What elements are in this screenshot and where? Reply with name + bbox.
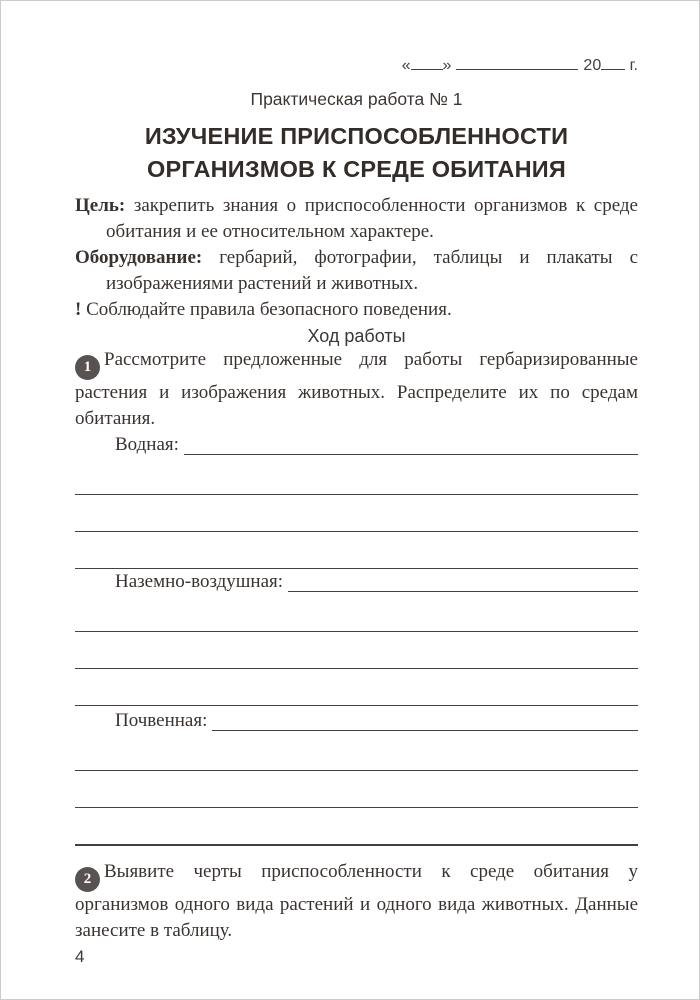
date-year-suffix: г. xyxy=(629,57,638,75)
title-line-1: ИЗУЧЕНИЕ ПРИСПОСОБЛЕННОСТИ xyxy=(144,123,569,150)
ruled-line xyxy=(75,632,638,669)
date-line xyxy=(75,54,638,76)
page-number: 4 xyxy=(75,947,85,967)
date-year-blank xyxy=(601,54,625,70)
goal-label: Цель: xyxy=(75,195,126,217)
date-open-quote: « xyxy=(401,57,411,75)
ruled-line xyxy=(75,532,638,569)
goal-paragraph xyxy=(75,193,638,245)
habitat-air-fill-line xyxy=(288,591,638,592)
ruled-line xyxy=(75,734,638,771)
goal-text: закрепить знания о приспособленности организмов к среде обитания и ее относительном характере. xyxy=(106,195,638,243)
equipment-paragraph xyxy=(75,245,638,297)
safety-text: Соблюдайте правила безопасного поведения. xyxy=(86,299,452,321)
date-day-blank xyxy=(411,54,443,70)
ruled-line xyxy=(75,595,638,632)
date-month-blank xyxy=(456,54,578,70)
habitat-water-label: Водная: xyxy=(115,434,179,456)
habitat-soil-label: Почвенная: xyxy=(115,710,208,732)
habitat-air-label: Наземно-воздушная: xyxy=(115,571,284,593)
habitat-water-fill-line xyxy=(184,454,638,455)
equipment-text: гербарий, фотографии, таблицы и плакаты с изображениями растений и животных. xyxy=(106,247,639,295)
date-year-prefix: 20 xyxy=(583,57,602,75)
worksheet-title xyxy=(75,120,638,186)
habitat-air-row xyxy=(115,569,638,595)
step-1-text: Рассмотрите предложенные для работы гербаризированные растения и изображения животных. Распределите их по средам обитания. xyxy=(75,349,638,430)
step-2-text: Выявите черты приспособленности к среде обитания у организмов одного вида растений и одного вида животных. Данные занесите в таблицу. xyxy=(75,861,638,942)
step-1-number-badge: 1 xyxy=(75,355,100,380)
title-line-2: ОРГАНИЗМОВ К СРЕДЕ ОБИТАНИЯ xyxy=(147,156,566,183)
ruled-line xyxy=(75,669,638,706)
habitat-soil-row xyxy=(115,708,638,734)
safety-exclamation-mark: ! xyxy=(75,299,82,321)
safety-note xyxy=(75,297,638,323)
step-1-paragraph xyxy=(75,347,638,432)
ruled-line xyxy=(75,495,638,532)
step-2-paragraph xyxy=(75,859,638,944)
worksheet-subtitle: Практическая работа № 1 xyxy=(250,89,463,110)
step-2-number-badge: 2 xyxy=(75,867,100,892)
equipment-label: Оборудование: xyxy=(75,247,203,269)
habitat-water-row xyxy=(115,432,638,458)
ruled-line xyxy=(75,771,638,808)
ruled-line xyxy=(75,808,638,846)
ruled-line xyxy=(75,458,638,495)
date-close-quote: » xyxy=(442,57,452,75)
habitat-soil-fill-line xyxy=(212,730,638,731)
procedure-heading: Ход работы xyxy=(307,326,406,347)
